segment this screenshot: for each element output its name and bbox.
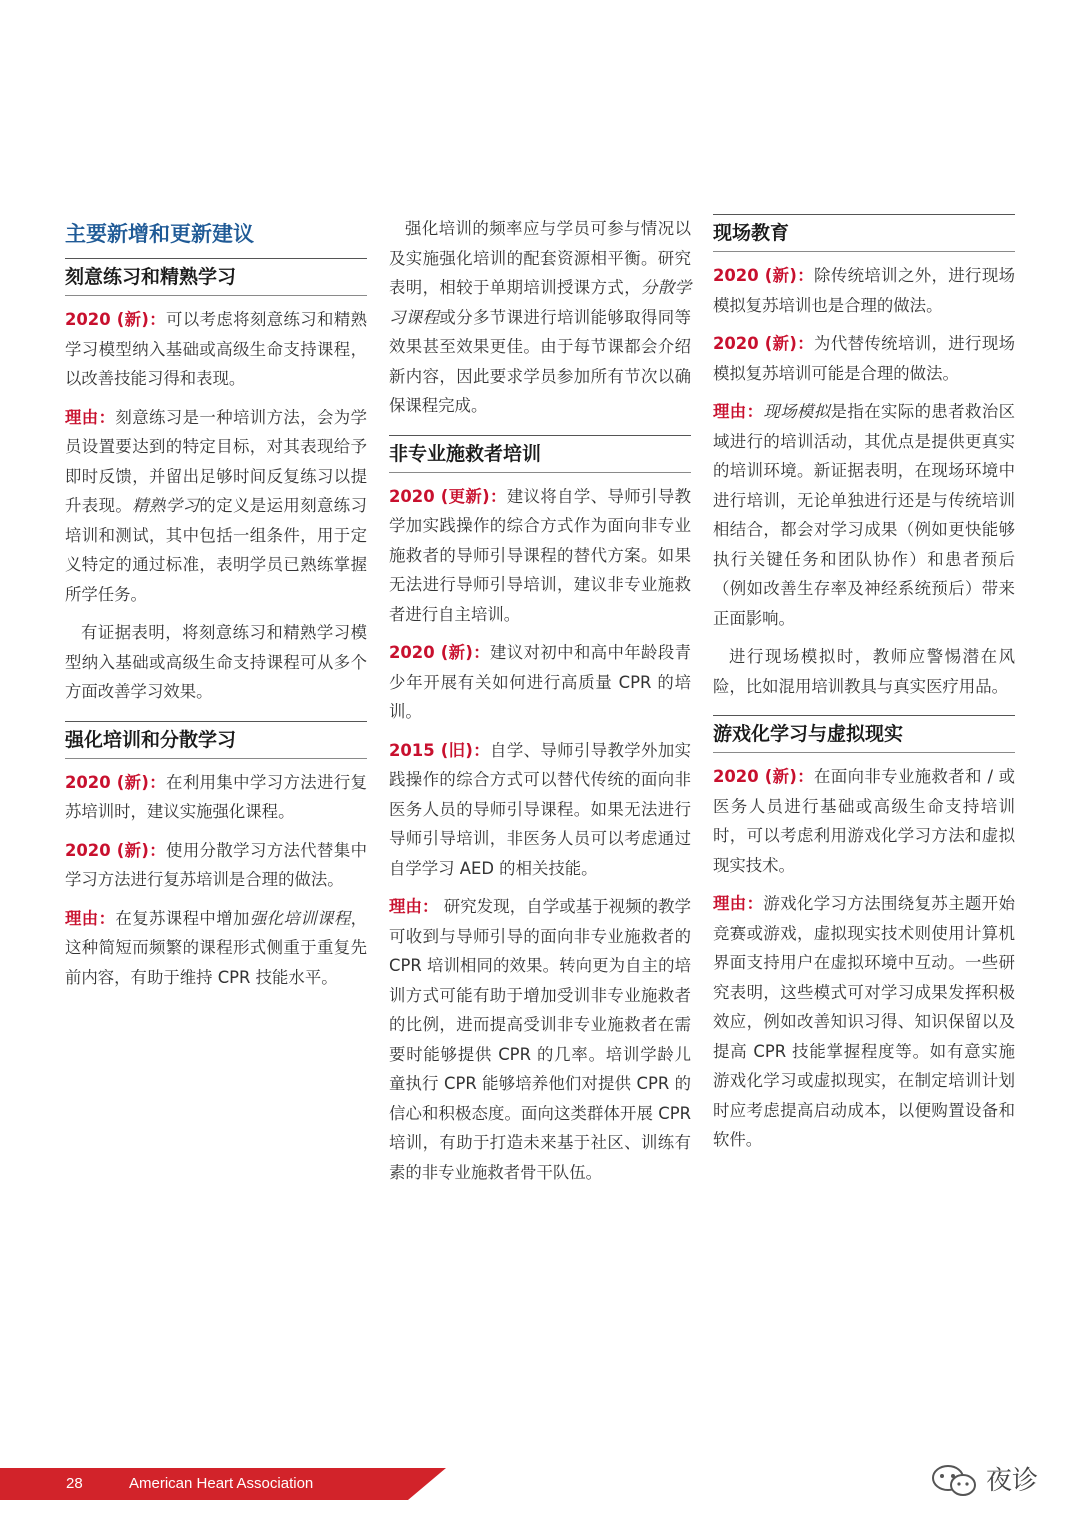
rationale-text: 游戏化学习方法围绕复苏主题开始竞赛或游戏，虚拟现实技术则使用计算机界面支持用户在虚拟环境中互动。一些研究表明，这些模式可对学习成果发挥积极效应，例如改善知识习得、知识保留以及提高 CPR 技能掌握程度等。如有意实施游戏化学习或虚拟现实，在制定培训计划时应考虑提高启动成本，以便购置设备和软件。 xyxy=(713,894,1016,1149)
body-paragraph: 有证据表明，将刻意练习和精熟学习模型纳入基础或高级生命支持课程可从多个方面改善学习效果。 xyxy=(65,623,367,701)
rationale-paragraph xyxy=(389,892,691,1187)
column-3 xyxy=(713,214,1015,1169)
page-main-title: 主要新增和更新建议 xyxy=(65,222,254,246)
watermark-text: 夜诊 xyxy=(986,1466,1039,1496)
section-title: 现场教育 xyxy=(713,214,1015,252)
recommendation-paragraph xyxy=(389,736,691,884)
watermark xyxy=(930,1460,1060,1500)
recommendation-label: 2020 (新)： xyxy=(713,767,815,786)
recommendation-text: 使用分散学习方法代替集中学习方法进行复苏培训是合理的做法。 xyxy=(65,840,368,889)
footer-bar xyxy=(0,1468,446,1500)
recommendation-text: 可以考虑将刻意练习和精熟学习模型纳入基础或高级生命支持课程，以改善技能习得和表现。 xyxy=(65,310,368,388)
recommendation-label: 2020 (新)： xyxy=(65,772,167,792)
recommendation-text: 建议将自学、导师引导教学加实践操作的综合方式作为面向非专业施救者的导师引导课程的替代方案。如果无法进行导师引导培训，建议非专业施救者进行自主培训。 xyxy=(389,486,691,624)
section-lay-rescuer-training xyxy=(389,435,691,1188)
rationale-label: 理由： xyxy=(713,402,764,421)
rationale-text: 是指在实际的患者救治区域进行的培训活动，其优点是提供更真实的培训环境。新证据表明，在现场环境中进行培训，无论单独进行还是与传统培训相结合，都会对学习成果（例如更快能够执行关键任务和团队协作）和患者预后（例如改善生存率及神经系统预后）带来正面影响。 xyxy=(713,402,1016,628)
body-paragraph xyxy=(389,214,691,421)
recommendation-label: 2020 (新)： xyxy=(713,334,815,353)
section-title: 非专业施救者培训 xyxy=(389,435,691,473)
rationale-paragraph xyxy=(65,904,367,993)
recommendation-text: 除传统培训之外，进行现场模拟复苏培训也是合理的做法。 xyxy=(713,266,1016,315)
recommendation-label: 2015 (旧)： xyxy=(389,740,491,760)
rationale-text: 刻意练习是一种培训方法，会为学员设置要达到的特定目标，对其表现给予即时反馈，并留出足够时间反复练习以提升表现。 xyxy=(65,407,368,515)
recommendation-paragraph xyxy=(65,305,367,394)
section-title: 强化培训和分散学习 xyxy=(65,721,367,759)
body-text: 强化培训的频率应与学员可参与情况以及实施强化培训的配套资源相平衡。研究表明，相较于单期培训授课方式， xyxy=(389,219,691,297)
section-title: 刻意练习和精熟学习 xyxy=(65,258,367,296)
recommendation-text: 自学、导师引导教学外加实践操作的综合方式可以替代传统的面向非医务人员的导师引导课程。如果无法进行导师引导培训，非医务人员可以考虑通过自学学习 AED 的相关技能。 xyxy=(389,740,692,878)
section-gamified-learning xyxy=(713,715,1015,1155)
section-in-situ-education xyxy=(713,214,1015,701)
section-booster-training xyxy=(65,721,367,993)
recommendation-text: 在面向非专业施救者和 / 或医务人员进行基础或高级生命支持培训时，可以考虑利用游戏化学习方法和虚拟现实技术。 xyxy=(713,767,1015,875)
rationale-text: 在复苏课程中增加 xyxy=(115,908,250,928)
recommendation-label: 2020 (更新)： xyxy=(389,486,507,506)
wechat-icon xyxy=(930,1464,980,1498)
italic-term: 强化培训课程 xyxy=(249,908,351,928)
rationale-label: 理由： xyxy=(65,908,116,928)
recommendation-text: 为代替传统培训，进行现场模拟复苏培训可能是合理的做法。 xyxy=(713,334,1016,383)
rationale-text: 研究发现，自学或基于视频的教学可收到与导师引导的面向非专业施救者的 CPR 培训相同的效果。转向更为自主的培训方式可能有助于增加受训非专业施救者的比例，进而提高受训非专业施救者在需要时能够提供 CPR 的几率。培训学龄儿童执行 CPR 能够培养他们对提供 CPR 的信心和积极态度。面向这类群体开展 CPR 培训，有助于打造未来基于社区、训练有素的非专业施救者骨干队伍。 xyxy=(389,897,691,1182)
section-title: 游戏化学习与虚拟现实 xyxy=(713,715,1015,753)
organization-name: American Heart Association xyxy=(129,1475,314,1492)
recommendation-paragraph xyxy=(389,482,691,630)
recommendation-label: 2020 (新)： xyxy=(713,266,815,285)
rationale-label: 理由： xyxy=(65,407,116,427)
recommendation-label: 2020 (新)： xyxy=(65,840,167,860)
section-deliberate-practice xyxy=(65,258,367,707)
rationale-label: 理由： xyxy=(389,897,439,916)
italic-term: 现场模拟 xyxy=(763,402,831,421)
recommendation-text: 建议对初中和高中年龄段青少年开展有关如何进行高质量 CPR 的培训。 xyxy=(389,643,692,721)
page-number: 28 xyxy=(66,1475,83,1492)
recommendation-paragraph xyxy=(713,261,1015,320)
recommendation-paragraph xyxy=(713,329,1015,388)
recommendation-label: 2020 (新)： xyxy=(389,643,491,662)
recommendation-paragraph xyxy=(713,762,1015,880)
body-paragraph: 进行现场模拟时，教师应警惕潜在风险，比如混用培训教具与真实医疗用品。 xyxy=(713,647,1015,696)
recommendation-paragraph xyxy=(389,638,691,727)
recommendation-text: 在利用集中学习方法进行复苏培训时，建议实施强化课程。 xyxy=(65,772,368,821)
rationale-text: ，这种简短而频繁的课程形式侧重于重复先前内容，有助于维持 CPR 技能水平。 xyxy=(65,908,368,987)
rationale-paragraph xyxy=(713,889,1015,1155)
rationale-label: 理由： xyxy=(713,894,764,913)
italic-term: 分散学习课程 xyxy=(389,278,692,327)
column-1 xyxy=(65,214,367,1006)
recommendation-paragraph xyxy=(65,836,367,895)
rationale-paragraph xyxy=(713,397,1015,633)
rationale-paragraph xyxy=(65,403,367,610)
recommendation-label: 2020 (新)： xyxy=(65,310,167,329)
rationale-text: 的定义是运用刻意练习培训和测试，其中包括一组条件，用于定义特定的通过标准，表明学员已熟练掌握所学任务。 xyxy=(65,496,368,604)
column-2 xyxy=(389,214,691,1201)
body-text: 或分多节课进行培训能够取得同等效果甚至效果更佳。由于每节课都会介绍新内容，因此要求学员参加所有节次以确保课程完成。 xyxy=(389,307,692,415)
italic-term: 精熟学习 xyxy=(132,496,200,515)
recommendation-paragraph xyxy=(65,768,367,827)
